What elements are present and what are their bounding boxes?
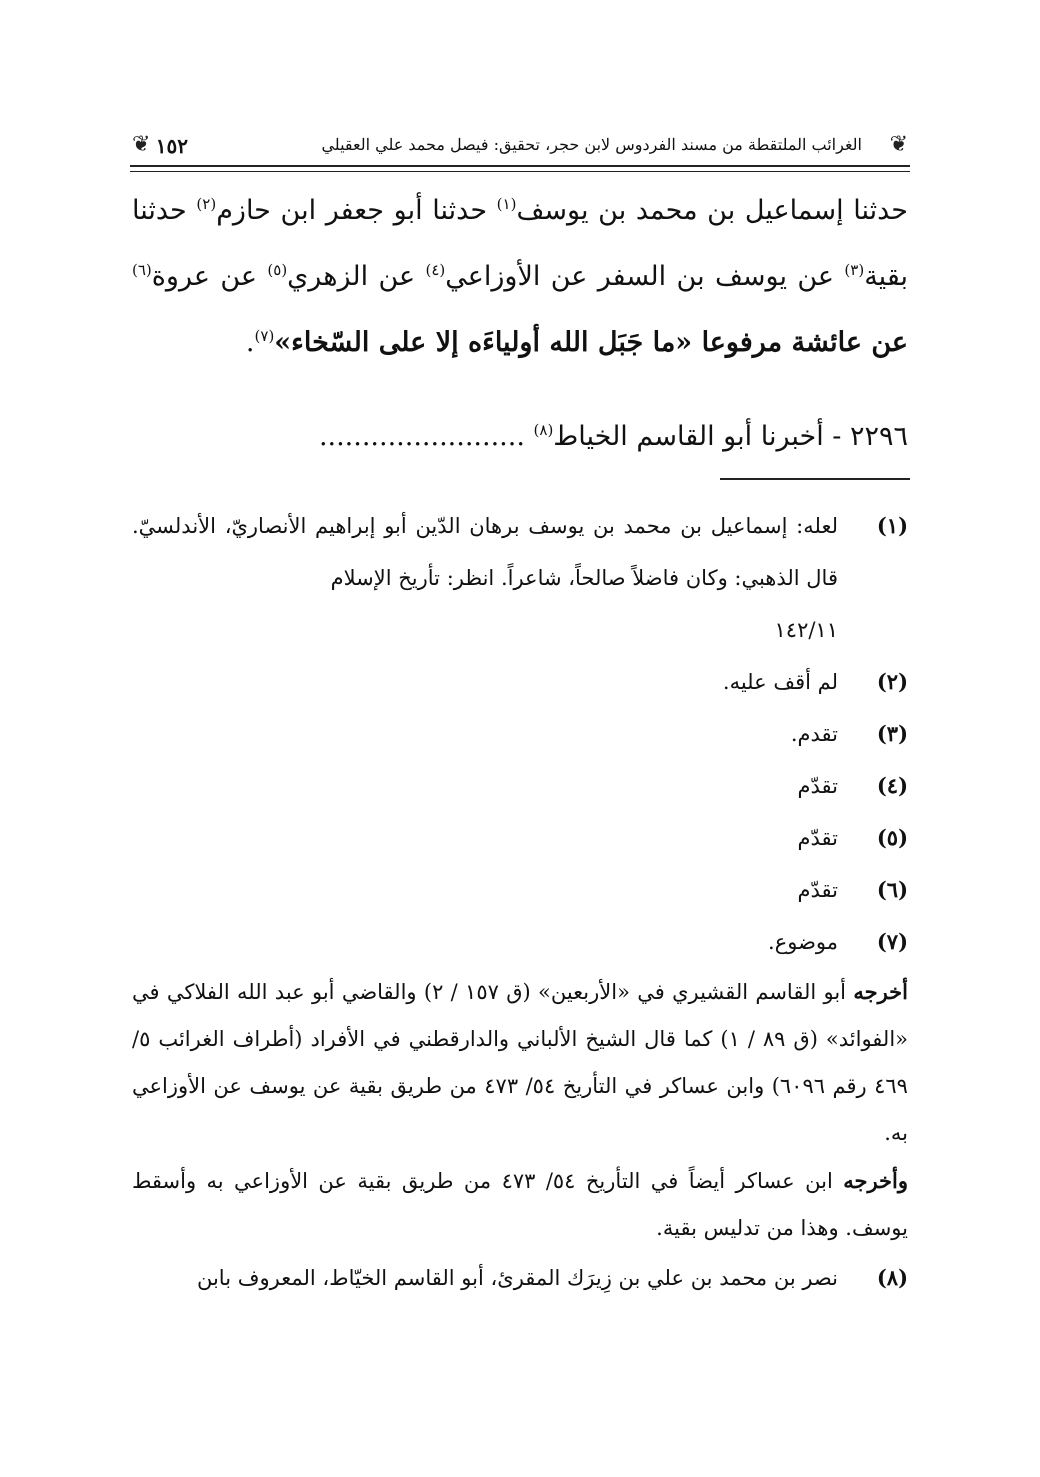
- footnote-number: (٦): [876, 877, 908, 902]
- footnote-paragraph: [132, 968, 908, 1157]
- page-number: ١٥٢: [155, 134, 188, 158]
- footnote-ref: (٨): [533, 421, 554, 439]
- footnote-text: نصر بن محمد بن علي بن زِيرَك المقرئ، أبو القاسم الخيّاط، المعروف بابن: [196, 1266, 838, 1290]
- footnote-keyword: أخرجه: [853, 979, 908, 1004]
- footnote-number: (٣): [876, 721, 908, 746]
- footnote-number: (٢): [876, 669, 908, 694]
- footnote-item: [132, 812, 908, 864]
- header-title: الغرائب الملتقطة من مسند الفردوس لابن حجر، تحقيق: فيصل محمد علي العقيلي: [321, 135, 862, 154]
- footnote-ref: (٧): [254, 327, 275, 345]
- hadith-entry-line: [132, 404, 908, 470]
- footnote-item: [132, 864, 908, 916]
- footnote-paragraph-text: أبو القاسم القشيري في «الأربعين» (ق ١٥٧ / ٢) والقاضي أبو عبد الله الفلاكي في «الفوائد» (ق ٨٩ / ١) كما قال الشيخ الألباني والدارقطني في الأفراد (أطراف الغرائب ٥/ ٤٦٩ رقم ٦٠٩٦) وابن عساكر في التأريخ ٥٤/ ٤٧٣ من طريق بقية عن يوسف عن الأوزاعي به.: [132, 980, 909, 1145]
- footnote-item: [132, 760, 908, 812]
- footnote-separator: [720, 478, 910, 480]
- main-text-segment: حدثنا أبو جعفر ابن حازم: [216, 195, 497, 226]
- footnote-item: [132, 1252, 908, 1304]
- footnote-ref: (٢): [196, 195, 217, 213]
- footnote-ref: (١): [496, 195, 517, 213]
- footnotes: [132, 500, 908, 1304]
- header-ornament-left: ❦: [132, 132, 151, 157]
- main-text: [132, 178, 908, 376]
- footnote-ref: (٥): [267, 261, 288, 279]
- footnote-text: تقدّم: [797, 826, 838, 850]
- footnote-ref: (٦): [132, 261, 152, 279]
- footnote-text: تقدم.: [790, 722, 838, 746]
- footnote-text: تقدّم: [797, 774, 838, 798]
- footnote-number: (٤): [876, 773, 908, 798]
- footnote-reference: ١٤٢/١١: [774, 618, 838, 642]
- main-paragraph: [132, 178, 908, 376]
- footnote-text: تقدّم: [797, 878, 838, 902]
- header-ornament-right: ❦: [889, 132, 908, 157]
- main-text-segment: حدثنا إسماعيل بن محمد بن يوسف: [516, 195, 908, 226]
- footnote-ref: (٤): [425, 261, 446, 279]
- footnote-item: [132, 708, 908, 760]
- footnote-keyword: وأخرجه: [843, 1168, 908, 1193]
- footnote-number: (١): [876, 513, 908, 538]
- hadith-text: عن عائشة مرفوعا «ما جَبَل الله أولياءَه إلا على السّخاء»: [274, 327, 908, 358]
- footnote-number: (٨): [876, 1265, 908, 1290]
- continuation-dots: ........................: [318, 421, 534, 452]
- footnote-number: (٥): [876, 825, 908, 850]
- main-text-segment: عن الزهري: [287, 261, 426, 292]
- footnote-paragraph: [132, 1157, 908, 1252]
- footnote-item: [132, 916, 908, 968]
- footnote-item: [132, 500, 908, 656]
- footnote-item: [132, 656, 908, 708]
- footnote-paragraph-text: ابن عساكر أيضاً في التأريخ ٥٤/ ٤٧٣ من طريق بقية عن الأوزاعي به وأسقط يوسف. وهذا من تدليس بقية.: [132, 1169, 908, 1240]
- main-text-segment: عن يوسف بن السفر عن الأوزاعي: [445, 261, 845, 292]
- footnote-ref: (٣): [844, 261, 865, 279]
- footnote-text: لم أقف عليه.: [722, 670, 838, 694]
- main-text-segment: عن عروة: [151, 261, 268, 292]
- main-text-segment: حدثنا بقية: [132, 195, 908, 292]
- main-text-segment: .: [245, 327, 255, 358]
- footnote-text: موضوع.: [768, 930, 838, 954]
- running-header: [132, 128, 908, 162]
- header-divider: [130, 165, 910, 172]
- footnote-number: (٧): [876, 929, 908, 954]
- footnote-7-detail: [132, 968, 908, 1252]
- footnote-text: لعله: إسماعيل بن محمد بن يوسف برهان الدّين أبو إبراهيم الأنصاريّ، الأندلسيّ. قال الذهبي: وكان فاضلاً صالحاً، شاعراً. انظر: تأريخ الإسلام: [132, 514, 838, 590]
- hadith-entry-text: ٢٢٩٦ - أخبرنا أبو القاسم الخياط: [553, 421, 908, 452]
